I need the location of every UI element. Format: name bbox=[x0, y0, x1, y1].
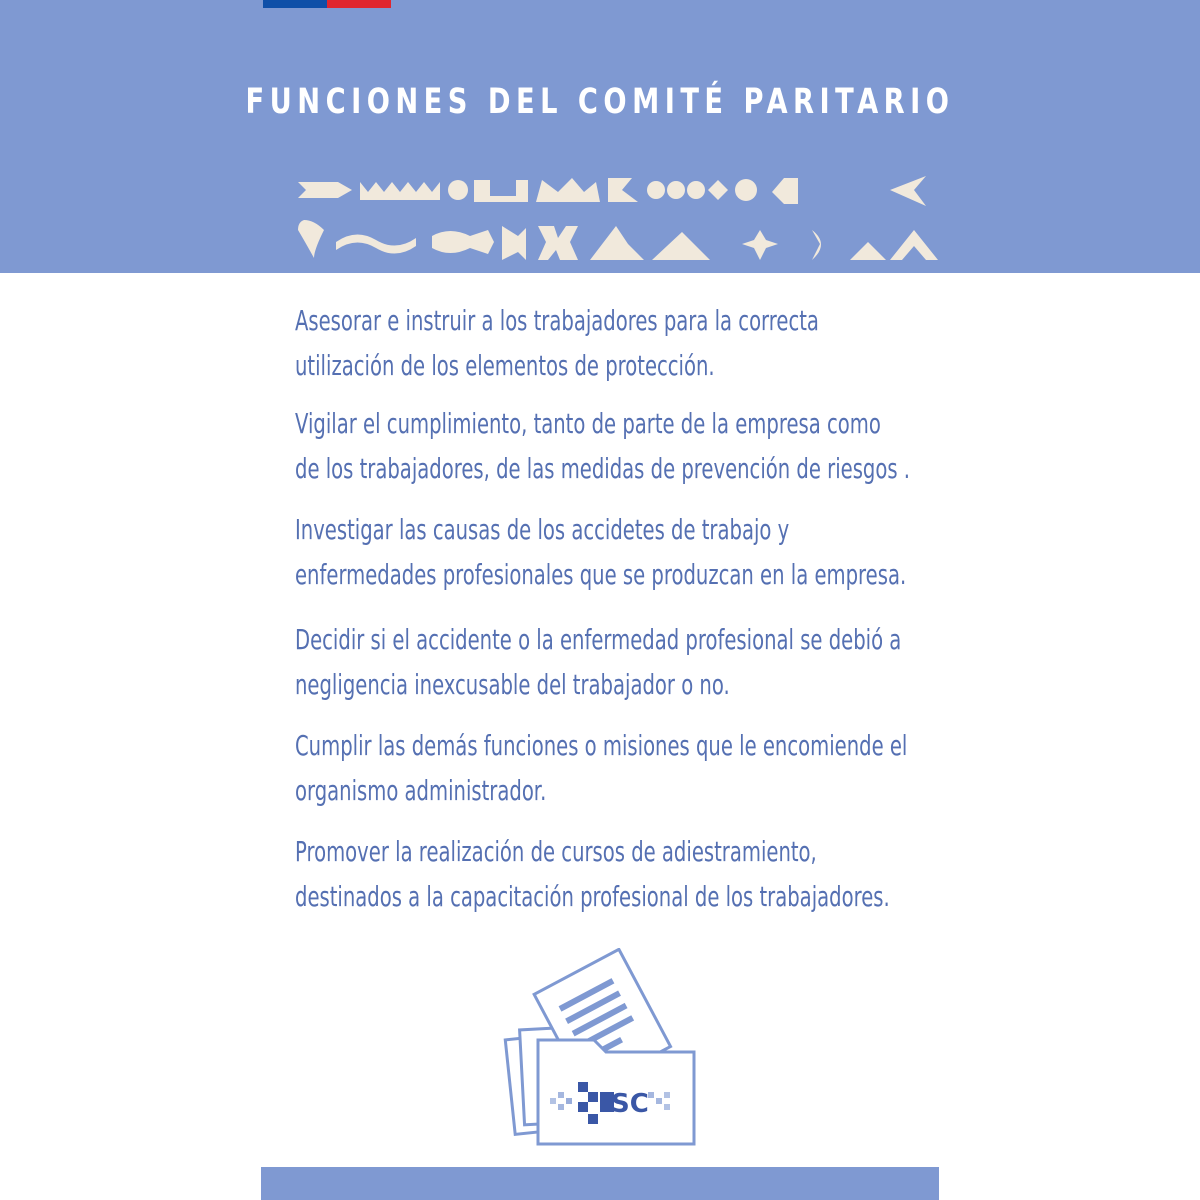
function-item: Vigilar el cumplimiento, tanto de parte de la empresa como de los trabajadores, de las medidas de prevención de riesgos . bbox=[295, 407, 911, 485]
decorative-shapes-icon bbox=[290, 170, 950, 270]
zigzag-shape bbox=[360, 182, 440, 200]
function-item: Decidir si el accidente o la enfermedad profesional se debió a negligencia inexcusable del trabajador o no. bbox=[295, 623, 902, 701]
small-circle-shape-a bbox=[647, 181, 665, 199]
house-shape bbox=[772, 178, 798, 204]
page-title: FUNCIONES DEL COMITÉ PARITARIO bbox=[245, 82, 955, 122]
triangle-left-shape bbox=[890, 176, 926, 206]
header-banner bbox=[0, 0, 1200, 273]
document-folder-icon bbox=[498, 948, 704, 1153]
flag-stripe bbox=[263, 0, 391, 8]
small-triangle-shape bbox=[850, 242, 886, 260]
star-shape bbox=[742, 230, 778, 260]
drop-shape bbox=[298, 220, 324, 258]
flag-shape bbox=[502, 226, 526, 260]
crescent-shape bbox=[812, 230, 821, 260]
flag-stripe-blue bbox=[263, 0, 327, 8]
chevron-up-shape bbox=[890, 230, 938, 260]
flag-stripe-red bbox=[327, 0, 391, 8]
diamond-shape bbox=[708, 180, 728, 200]
arrow-tab-shape bbox=[298, 182, 352, 198]
peak-shape bbox=[590, 226, 644, 260]
bowtie-shape bbox=[432, 230, 494, 254]
wave-shape bbox=[336, 234, 416, 253]
mountain-shape bbox=[652, 232, 710, 260]
large-circle-shape bbox=[735, 179, 757, 201]
footer-bar bbox=[261, 1167, 939, 1200]
crown-shape bbox=[536, 178, 600, 202]
function-item: Promover la realización de cursos de adiestramiento, destinados a la capacitación profesional de los trabajadores. bbox=[295, 835, 890, 913]
x-shape bbox=[538, 226, 578, 260]
function-item: Cumplir las demás funciones o misiones que le encomiende el organismo administrador. bbox=[295, 729, 908, 807]
small-circle-shape-b bbox=[667, 181, 685, 199]
circle-shape bbox=[448, 180, 468, 200]
notched-square-shape bbox=[608, 178, 638, 202]
function-item: Asesorar e instruir a los trabajadores para la correcta utilización de los elementos de protección. bbox=[295, 304, 819, 382]
hook-shape bbox=[474, 180, 528, 202]
logo-text: SC bbox=[611, 1089, 649, 1119]
function-item: Investigar las causas de los accidetes de trabajo y enfermedades profesionales que se produzcan en la empresa. bbox=[295, 513, 907, 591]
small-circle-shape-c bbox=[687, 181, 705, 199]
